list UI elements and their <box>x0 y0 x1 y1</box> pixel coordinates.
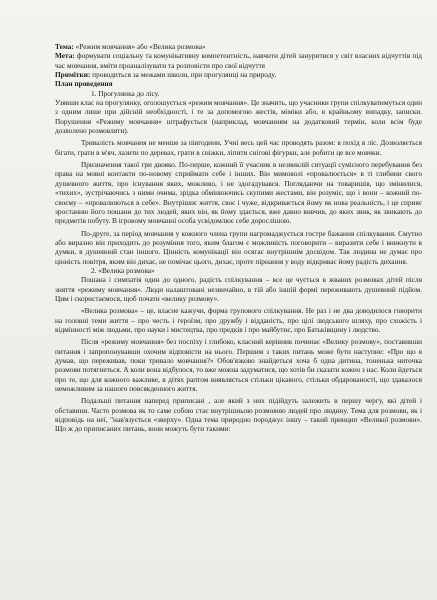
section-2-paragraph-1: Пошана і симпатія один до одного, радість спілкування – все це чується в жвавих розмовах дітей після зняття «режиму мовчання». Люди налаштовані незвичайно, в тій або іншій формі переживають душевний підйом. Цим і скористаємося, щоб почати «велику розмову». <box>55 275 422 303</box>
goal-line <box>55 51 422 70</box>
goal-label: Мета: <box>55 51 75 61</box>
notes-label: Примітки: <box>55 70 91 80</box>
section-1-paragraph-3: Призначення такої гри двояко. По-перше, кожний її учасник в незвиклій ситуації сумісного перебування без права на мовні контакти по-новому сприймати себе і інших. Він мимоволі «провалюється» в ті глибини свого душевного життя, про існування яких, можливо, і не здогадувався. Поглядаючи на товаришів, що змінилися, «тихих», зустрічаючись з ними очима, зрідка обмінюючись скупими жестами, він розуміє, що і вони – кожний по-своєму – «провалюються в себе». Внутрішнє життя, своє і чуже, відкривається йому як нова реальність, і це сприяє зростанню його пошани до тих людей, яких він, як йому здається, вже давно вивчив, до яких звик, як звикають до предметів побуту. В ігровому мовчанні особа усвідомлює себе дорослішою. <box>55 160 422 226</box>
section-1-paragraph-1: Узявши клас на прогулянку, оголошується «режим мовчання». Це значить, що учасники групи спілкуватимуться один з одним лише при дійсній необхідності, і те за допомогою жестів, міміки або, в крайньому випадку, записки. Порушення «Режиму мовчання» штрафується (наприклад, мовчанням на додатковий термін, коли всім буде дозволено розмовляти). <box>55 98 422 136</box>
plan-title: План проведення <box>55 79 113 89</box>
section-1-title: 1. Прогулянка до лісу. <box>91 88 160 98</box>
document-body <box>55 42 422 434</box>
notes-line <box>55 70 422 79</box>
topic-label: Тема: <box>55 42 74 51</box>
goal-value: формувати соціальну та комунікативну компетентність, навчити дітей зануритися у світ власних відчуттів під час мовчання, вміти проаналізувати та розповісти про свої відчуття <box>55 51 422 70</box>
section-1-paragraph-2: Тривалість мовчання не менше за півгодини, Учні весь цей час проводять разом: в похід в ліс. Дозволяється бігати, грати в м'яч, лазити по деревах, грати в сніжки, ліпити снігові фігурки, але робити це все мовчки. <box>55 138 422 157</box>
section-2-paragraph-4: Подальші питання наперед приписані , але який з них підійдуть залежить в першу чергу, які дітей і обставини. Часто розмова як то саме собою стає внутрішньою розмовою людей про людину. Тема для розмови, як і відповідь на неї, "нав'язується «зверху». Одна тема природно породжує іншу – такий принцип «Великої розмови». Що ж до приписаних питань, вони можуть бути такими: <box>55 396 422 434</box>
topic-value: «Режим мовчання» або «Велика розмова» <box>73 42 206 51</box>
section-2-paragraph-3: Після «режиму мовчання» без поспіху і глибоко, класний керівник починає «Велику розмову», поставивши питання і запропонувавши охочим відповісти на нього. Першим з таких питань може бути наступне: «Про що я думав, що переживав, поки тривало мовчання?» Обов'язково знайдеться хоча б одна дитина, тоненька ниточка розмови потягнеться. А коли вона відбулося, то вже можна задуматися, що хотів би сказати кожен з нас. Коли йдеться про те, що для кожного важливе, в дітях раптом виявляється стільки цікавого, стільки обдарованості, що здавалося неможливим за нашого повсякденного життя. <box>55 337 422 394</box>
notes-value: проводиться за межами школи, при прогулянці на природу. <box>90 70 277 80</box>
topic-line <box>55 42 422 51</box>
section-2-title: 2. «Велика розмова» <box>91 265 155 275</box>
section-1-paragraph-4: По-друге, за період мовчання у кожного члена групи нагромаджується гостре бажання спілкування. Смутно або виразно він приходить до розуміння того, яким благом є можливість поговорити – виразити себе і вникнути в думки, в душевний стан іншого. Цінність комунікації він осягає внутрішнім досвідом. Так людина не думає про цінність повітря, яким він дихає, не помічає цього, дихає, проте пірнання у воду відкриває йому радість дихання. <box>55 228 422 266</box>
section-2-paragraph-2: «Велика розмова» – це, власне кажучи, форма групового спілкування. Не раз і не два доводилося говорити на головні теми життя – про честь і героїзм, про дружбу і відданість, про цілі людського шляху, про схожість і відмінності між людьми, про науки і мистецтва, про предків і про майбутнє, про Батьківщину і людство. <box>55 306 422 334</box>
